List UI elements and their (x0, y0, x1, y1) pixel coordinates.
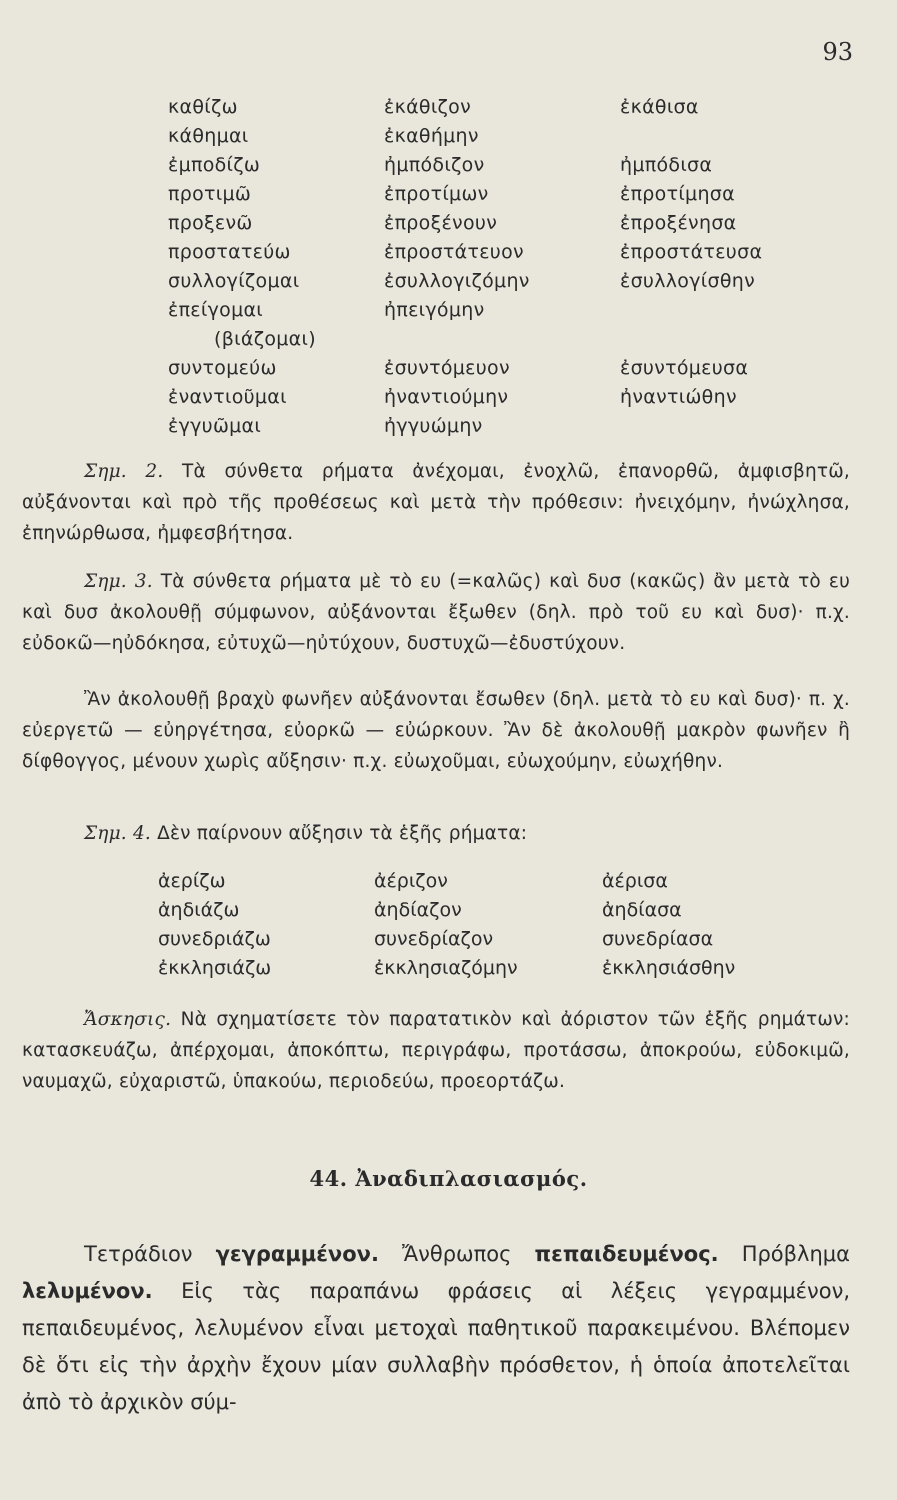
verb-row (168, 382, 840, 411)
imperfect-form: ἐκαθήμην (384, 124, 479, 147)
aorist-form: ἠναντιώθην (620, 385, 737, 408)
present-form: συλλογίζομαι (168, 269, 300, 292)
present-form: (βιάζομαι) (214, 327, 316, 350)
aorist-form: ἀέρισα (602, 869, 668, 892)
present-form: συντομεύω (168, 356, 277, 379)
note-2-label: Σημ. 2. (84, 461, 164, 482)
verb-table (168, 92, 840, 440)
section-phrase-1: Τετράδιον (84, 1242, 193, 1266)
note-3-text-2: Ἂν ἀκολουθῇ βραχὺ φωνῆεν αὐξάνονται ἔσωθεν (δηλ. μετὰ τὸ ευ καὶ δυσ)· π. χ. εὐεργετῶ — εὐηργέτησα, εὐορκῶ — εὐώρκουν. Ἂν δὲ ἀκολουθῇ μακρὸν φωνῆεν ἢ δίφθογγος, μένουν χωρὶς αὔξησιν· π.χ. εὐωχοῦμαι, εὐωχούμην, εὐωχήθην. (22, 689, 850, 772)
verb-row (168, 266, 840, 295)
verb-row (158, 895, 822, 924)
section-heading: 44. Ἀναδιπλασιασμός. (309, 1166, 588, 1191)
aorist-form: ἐκκλησιάσθην (602, 956, 736, 979)
exercise-text: Νὰ σχηματίσετε τὸν παρατατικὸν καὶ ἀόριστον τῶν ἑξῆς ρημάτων: κατασκευάζω, ἀπέρχομαι, ἀποκόπτω, περιγράφω, προτάσσω, ἀποκρούω, εὐδοκιμῶ, ναυμαχῶ, εὐχαριστῶ, ὑπακούω, περιοδεύω, προεορτάζω. (22, 1009, 850, 1092)
verb-row (168, 353, 840, 382)
note-4-verb-table (158, 866, 822, 982)
present-form: προστατεύω (168, 240, 291, 263)
verb-row (168, 208, 840, 237)
section-phrase-2: Ἄνθρωπος (402, 1242, 512, 1266)
verb-row (158, 866, 822, 895)
note-2 (22, 456, 850, 549)
verb-row (158, 924, 822, 953)
section-phrase-3: Πρόβλημα (741, 1242, 850, 1266)
note-3-text: Τὰ σύνθετα ρήματα μὲ τὸ ευ (=καλῶς) καὶ δυσ (κακῶς) ἂν μετὰ τὸ ευ καὶ δυσ ἀκολουθῇ σύμφωνον, αὐξάνονται ἔξωθεν (δηλ. πρὸ τοῦ ευ καὶ δυσ)· π.χ. εὐδοκῶ—ηὐδόκησα, εὐτυχῶ—ηὐτύχουν, δυστυχῶ—ἐδυστύχουν. (22, 571, 850, 654)
note-4 (22, 818, 850, 849)
imperfect-form: ἠπειγόμην (384, 298, 485, 321)
present-form: συνεδριάζω (158, 927, 271, 950)
imperfect-form: ἐσυλλογιζόμην (384, 269, 530, 292)
section-body-rest: Εἰς τὰς παραπάνω φράσεις αἱ λέξεις γεγραμμένον, πεπαιδευμένος, λελυμένον εἶναι μετοχαὶ παθητικοῦ παρακειμένου. Βλέπομεν δὲ ὅτι εἰς τὴν ἀρχὴν ἔχουν μίαν συλλαβὴν πρόσθετον, ἡ ὁποία ἀποτελεῖται ἀπὸ τὸ ἀρχικὸν σύμ- (22, 1279, 850, 1414)
present-form: ἐμποδίζω (168, 153, 261, 176)
aorist-form: ἐπροστάτευσα (620, 240, 763, 263)
aorist-form: ἐσυλλογίσθην (620, 269, 756, 292)
aorist-form: ἐπροξένησα (620, 211, 737, 234)
aorist-form: ἐπροτίμησα (620, 182, 735, 205)
aorist-form: ἐσυντόμευσα (620, 356, 749, 379)
note-3 (22, 566, 850, 659)
aorist-form: ἠμπόδισα (620, 153, 713, 176)
verb-row (168, 237, 840, 266)
imperfect-form: ἐπροξένουν (384, 211, 498, 234)
aorist-form: συνεδρίασα (602, 927, 714, 950)
verb-row (168, 295, 840, 324)
imperfect-form: ἠγγυώμην (384, 414, 483, 437)
aorist-form: ἐκάθισα (620, 95, 699, 118)
present-form: προτιμῶ (168, 182, 252, 205)
present-form: ἀερίζω (158, 869, 226, 892)
present-form: κάθημαι (168, 124, 249, 147)
imperfect-form: ἐσυντόμευον (384, 356, 510, 379)
section-word-1: γεγραμμένον. (215, 1242, 379, 1266)
verb-row (158, 953, 822, 982)
imperfect-form: συνεδρίαζον (374, 927, 494, 950)
present-form: καθίζω (168, 95, 238, 118)
verb-row (168, 179, 840, 208)
note-4-label: Σημ. 4. (84, 823, 151, 844)
imperfect-form: ἐπροστάτευον (384, 240, 524, 263)
verb-row (168, 92, 840, 121)
imperfect-form: ἠναντιούμην (384, 385, 509, 408)
imperfect-form: ἀέριζον (374, 869, 448, 892)
imperfect-form: ἐκάθιζον (384, 95, 472, 118)
aorist-form: ἀηδίασα (602, 898, 682, 921)
exercise-label: Ἄσκησις. (84, 1009, 172, 1030)
present-form: ἐγγυῶμαι (168, 414, 262, 437)
section-word-2: πεπαιδευμένος. (534, 1242, 719, 1266)
note-4-text: Δὲν παίρνουν αὔξησιν τὰ ἑξῆς ρήματα: (157, 823, 528, 844)
verb-row (168, 324, 840, 353)
imperfect-form: ἐπροτίμων (384, 182, 489, 205)
present-form: ἐκκλησιάζω (158, 956, 272, 979)
present-form: ἐπείγομαι (168, 298, 264, 321)
imperfect-form: ἀηδίαζον (374, 898, 462, 921)
verb-row (168, 150, 840, 179)
imperfect-form: ἐκκλησιαζόμην (374, 956, 518, 979)
section-body (22, 1236, 850, 1421)
page-number: 93 (822, 38, 853, 66)
imperfect-form: ἠμπόδιζον (384, 153, 485, 176)
present-form: ἀηδιάζω (158, 898, 240, 921)
present-form: προξενῶ (168, 211, 253, 234)
note-3-label: Σημ. 3. (84, 571, 153, 592)
verb-row (168, 121, 840, 150)
verb-row (168, 411, 840, 440)
note-3-continued (22, 684, 850, 777)
present-form: ἐναντιοῦμαι (168, 385, 287, 408)
section-word-3: λελυμένον. (22, 1279, 153, 1303)
exercise (22, 1004, 850, 1097)
note-2-text: Τὰ σύνθετα ρήματα ἀνέχομαι, ἐνοχλῶ, ἐπανορθῶ, ἀμφισβητῶ, αὐξάνονται καὶ πρὸ τῆς προθέσεως καὶ μετὰ τὴν πρόθεσιν: ἠνειχόμην, ἠνώχλησα, ἐπηνώρθωσα, ἠμφεσβήτησα. (22, 461, 850, 544)
